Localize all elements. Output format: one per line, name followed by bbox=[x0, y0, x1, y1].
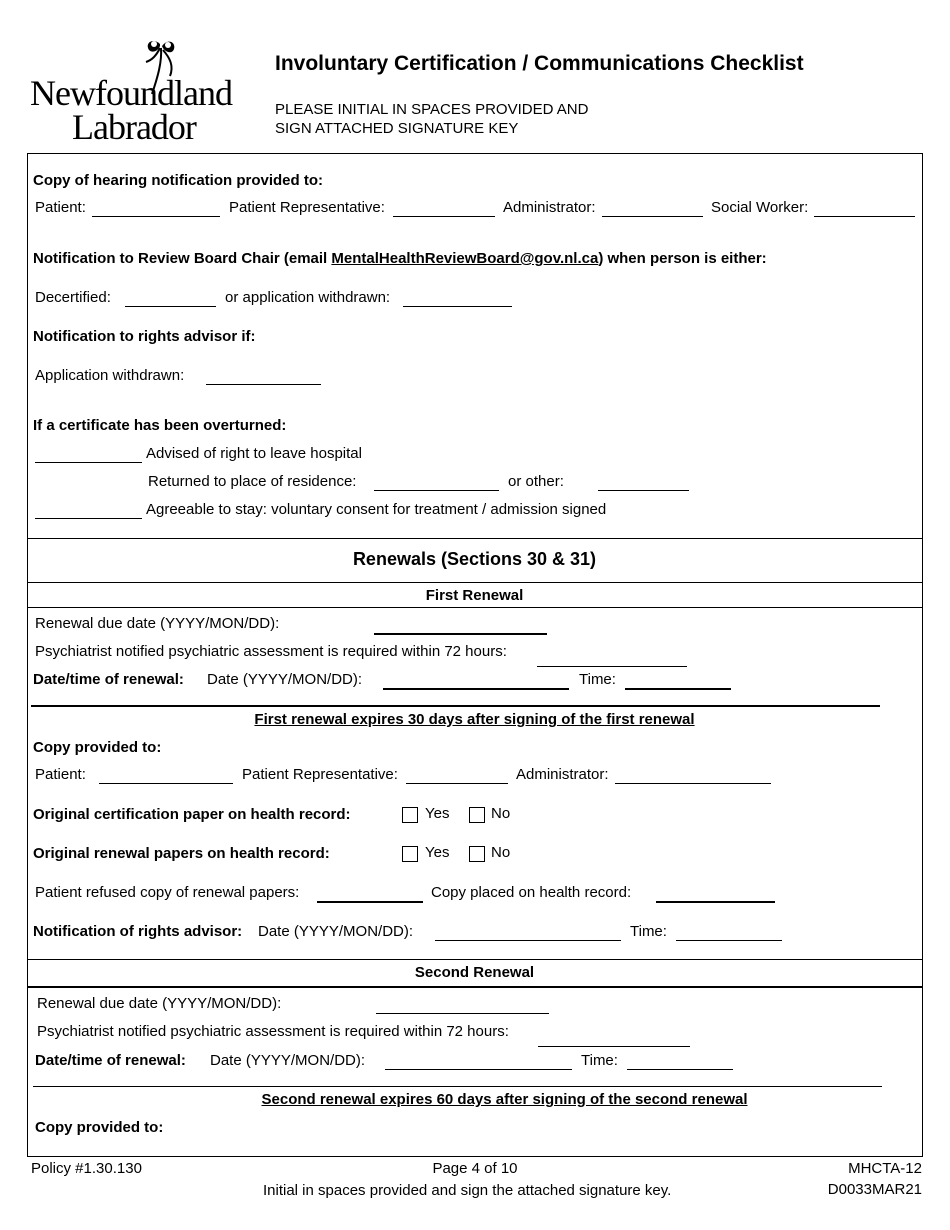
first-expires-note: First renewal expires 30 days after signing of the first renewal bbox=[254, 711, 695, 728]
decertified-field[interactable] bbox=[125, 306, 216, 307]
first-datetime-label: Date/time of renewal: bbox=[33, 671, 184, 688]
first-renewal-divider bbox=[27, 607, 922, 608]
orig-cert-no-label: No bbox=[491, 805, 511, 822]
second-psychiatrist-label: Psychiatrist notified psychiatric assessment is required within 72 hours: bbox=[37, 1023, 509, 1040]
review-board-heading bbox=[33, 250, 767, 267]
notif-rights-time-field[interactable] bbox=[676, 940, 782, 941]
orig-renewal-label: Original renewal papers on health record: bbox=[33, 845, 330, 862]
second-renewal-heading: Second Renewal bbox=[414, 964, 535, 981]
second-psychiatrist-field[interactable] bbox=[538, 1046, 690, 1047]
subtitle-line2: SIGN ATTACHED SIGNATURE KEY bbox=[275, 120, 519, 137]
orig-renewal-no-label: No bbox=[491, 844, 511, 861]
agreeable-field[interactable] bbox=[35, 518, 142, 519]
other-field[interactable] bbox=[598, 490, 689, 491]
hearing-social-worker-field[interactable] bbox=[814, 216, 915, 217]
first-time-label: Time: bbox=[579, 671, 616, 688]
renewals-divider-bottom bbox=[27, 582, 922, 583]
second-time-label: Time: bbox=[581, 1052, 618, 1069]
renewals-divider-top bbox=[27, 538, 922, 539]
other-label: or other: bbox=[508, 473, 564, 490]
orig-cert-no-checkbox[interactable] bbox=[469, 807, 485, 823]
notif-rights-date-label: Date (YYYY/MON/DD): bbox=[258, 923, 414, 940]
form-border-top bbox=[27, 153, 922, 154]
logo bbox=[30, 36, 250, 146]
advised-field[interactable] bbox=[35, 462, 142, 463]
rights-withdrawn-field[interactable] bbox=[206, 384, 321, 385]
rights-withdrawn-label: Application withdrawn: bbox=[35, 367, 185, 384]
form-border-left bbox=[27, 153, 28, 1156]
notif-rights-date-field[interactable] bbox=[435, 940, 621, 941]
first-copy-patient-rep-field[interactable] bbox=[406, 783, 508, 784]
second-datetime-label: Date/time of renewal: bbox=[35, 1052, 186, 1069]
renewals-heading: Renewals (Sections 30 & 31) bbox=[352, 549, 597, 569]
refused-label: Patient refused copy of renewal papers: bbox=[35, 884, 300, 901]
logo-line1: Newfoundland bbox=[30, 73, 232, 113]
first-renewal-heading: First Renewal bbox=[425, 587, 524, 604]
hearing-patient-rep-label: Patient Representative: bbox=[229, 199, 385, 216]
rights-advisor-heading: Notification to rights advisor if: bbox=[33, 328, 256, 345]
advised-label: Advised of right to leave hospital bbox=[146, 445, 362, 462]
hearing-administrator-label: Administrator: bbox=[503, 199, 596, 216]
notif-rights-label: Notification of rights advisor: bbox=[33, 923, 243, 940]
hearing-patient-label: Patient: bbox=[35, 199, 86, 216]
returned-field[interactable] bbox=[374, 490, 499, 491]
second-time-field[interactable] bbox=[627, 1069, 733, 1070]
first-copy-heading: Copy provided to: bbox=[33, 739, 162, 756]
second-date-field[interactable] bbox=[385, 1069, 572, 1070]
second-expires-note: Second renewal expires 60 days after signing of the second renewal bbox=[261, 1091, 748, 1108]
first-psychiatrist-label: Psychiatrist notified psychiatric assessment is required within 72 hours: bbox=[35, 643, 507, 660]
decertified-label: Decertified: bbox=[35, 289, 111, 306]
footer-doc-code: D0033MAR21 bbox=[827, 1181, 922, 1198]
first-copy-patient-field[interactable] bbox=[99, 783, 233, 784]
second-expires-divider bbox=[33, 1086, 882, 1087]
first-expires-divider bbox=[31, 705, 880, 707]
first-copy-administrator-field[interactable] bbox=[615, 783, 771, 784]
first-due-date-field[interactable] bbox=[374, 633, 547, 635]
footer-page-number: Page 4 of 10 bbox=[432, 1160, 518, 1177]
returned-label: Returned to place of residence: bbox=[148, 473, 357, 490]
second-date-label: Date (YYYY/MON/DD): bbox=[210, 1052, 366, 1069]
refused-field[interactable] bbox=[317, 901, 423, 903]
first-psychiatrist-field[interactable] bbox=[537, 666, 687, 667]
agreeable-label: Agreeable to stay: voluntary consent for treatment / admission signed bbox=[146, 501, 607, 518]
second-renewal-divider bbox=[27, 986, 922, 988]
form-border-right bbox=[922, 153, 923, 1156]
subtitle-line1: PLEASE INITIAL IN SPACES PROVIDED AND bbox=[275, 101, 589, 118]
footer-form-code: MHCTA-12 bbox=[848, 1160, 922, 1177]
orig-cert-yes-label: Yes bbox=[425, 805, 450, 822]
logo-line2: Labrador bbox=[72, 107, 196, 147]
placed-label: Copy placed on health record: bbox=[431, 884, 632, 901]
orig-renewal-yes-checkbox[interactable] bbox=[402, 846, 418, 862]
placed-field[interactable] bbox=[656, 901, 775, 903]
first-copy-patient-label: Patient: bbox=[35, 766, 86, 783]
first-date-label: Date (YYYY/MON/DD): bbox=[207, 671, 363, 688]
first-due-date-label: Renewal due date (YYYY/MON/DD): bbox=[35, 615, 280, 632]
first-copy-patient-rep-label: Patient Representative: bbox=[242, 766, 398, 783]
footer-policy: Policy #1.30.130 bbox=[31, 1160, 142, 1177]
second-copy-heading: Copy provided to: bbox=[35, 1119, 164, 1136]
second-due-date-label: Renewal due date (YYYY/MON/DD): bbox=[37, 995, 282, 1012]
hearing-patient-field[interactable] bbox=[92, 216, 220, 217]
review-board-prefix: Notification to Review Board Chair (email bbox=[33, 250, 332, 267]
review-board-suffix: ) when person is either: bbox=[598, 250, 767, 267]
orig-renewal-yes-label: Yes bbox=[425, 844, 450, 861]
withdrawn-field[interactable] bbox=[403, 306, 512, 307]
review-board-email-link[interactable]: MentalHealthReviewBoard@gov.nl.ca bbox=[331, 250, 599, 267]
hearing-heading: Copy of hearing notification provided to: bbox=[33, 172, 323, 189]
second-due-date-field[interactable] bbox=[376, 1013, 549, 1014]
overturned-heading: If a certificate has been overturned: bbox=[33, 417, 287, 434]
page-title: Involuntary Certification / Communications Checklist bbox=[275, 52, 804, 75]
first-copy-administrator-label: Administrator: bbox=[516, 766, 609, 783]
hearing-patient-rep-field[interactable] bbox=[393, 216, 495, 217]
first-time-field[interactable] bbox=[625, 688, 731, 690]
hearing-administrator-field[interactable] bbox=[602, 216, 703, 217]
orig-cert-label: Original certification paper on health record: bbox=[33, 806, 351, 823]
footer-instruction: Initial in spaces provided and sign the attached signature key. bbox=[263, 1182, 672, 1199]
orig-cert-yes-checkbox[interactable] bbox=[402, 807, 418, 823]
form-border-bottom bbox=[27, 1156, 923, 1157]
notif-rights-time-label: Time: bbox=[630, 923, 667, 940]
first-date-field[interactable] bbox=[383, 688, 569, 690]
hearing-social-worker-label: Social Worker: bbox=[711, 199, 809, 216]
second-renewal-divider-top bbox=[27, 959, 922, 960]
orig-renewal-no-checkbox[interactable] bbox=[469, 846, 485, 862]
withdrawn-label: or application withdrawn: bbox=[225, 289, 391, 306]
